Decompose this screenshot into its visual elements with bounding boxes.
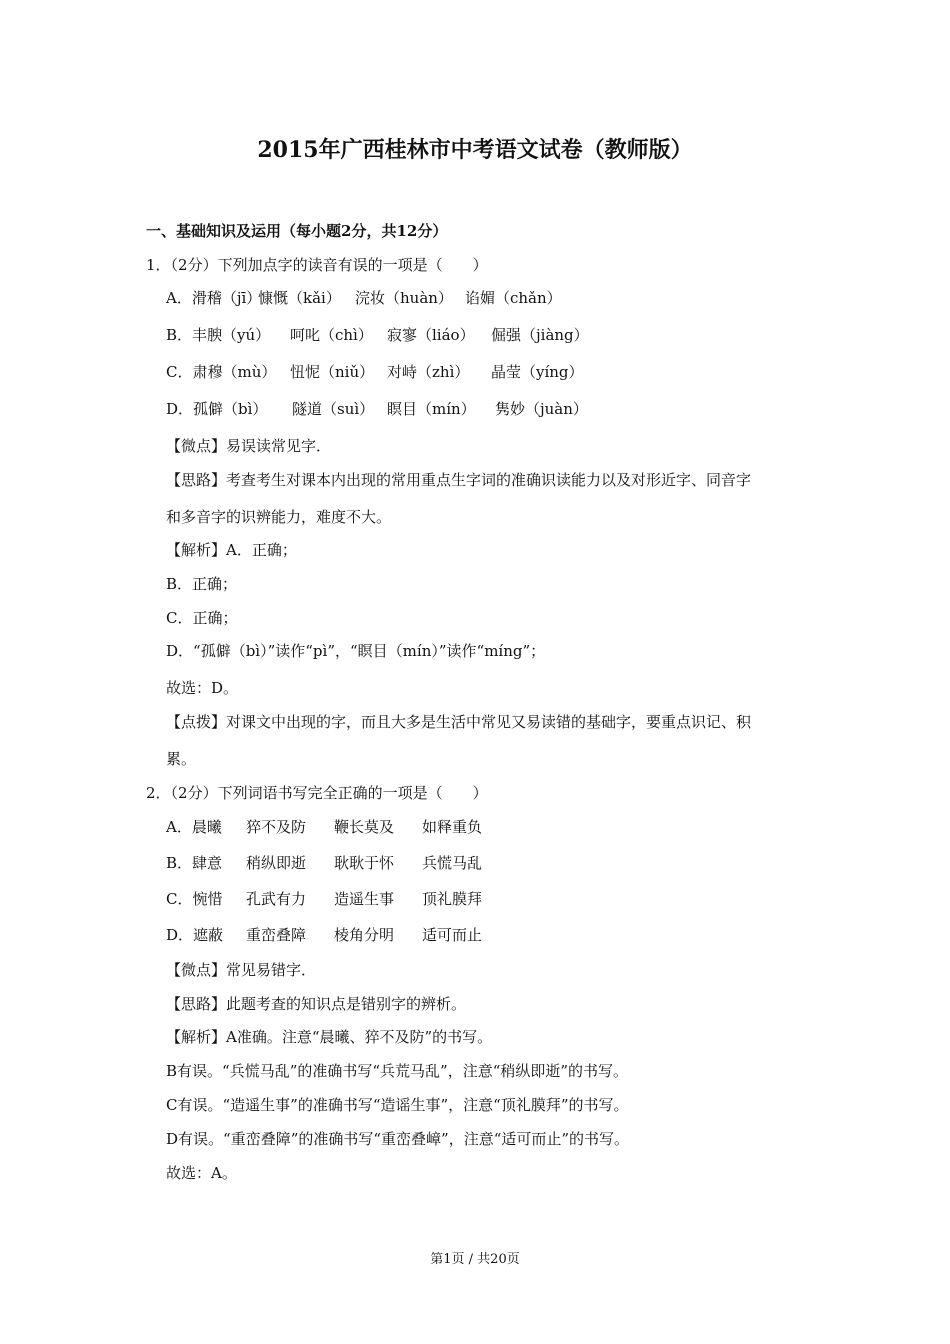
option-item: 孔武有力 [246,890,307,908]
option-item: 晶莹（yíng） [491,363,584,381]
option-item: C．惋惜 [166,890,223,908]
option-item: C．肃穆（mù） [166,363,277,381]
option-item: 呵叱（chì） [290,326,373,344]
option-item: A．晨曦 [166,818,222,836]
q2-silu: 【思路】此题考查的知识点是错别字的辨析。 [166,995,467,1013]
section-heading: 一、基础知识及运用（每小题2分，共12分） [146,222,448,240]
option-item: 如释重负 [422,818,483,836]
question-2-stem: 2．（2分）下列词语书写完全正确的一项是（ ） [146,784,488,802]
option-item: 忸怩（niǔ） [290,363,375,381]
q1-jiexi-line2: B．正确； [166,575,238,593]
q2-option-a [166,817,482,837]
q2-jiexi-line2: B有误。“兵慌马乱”的准确书写“兵荒马乱”，注意“稍纵即逝”的书写。 [166,1062,629,1080]
q1-jiexi-line1: 【解析】A．正确； [166,541,297,559]
question-1-stem: 1．（2分）下列加点字的读音有误的一项是（ ） [146,256,488,274]
option-item: 耿耿于怀 [334,854,395,872]
option-item: 稍纵即逝 [246,854,307,872]
q2-answer: 故选：A。 [166,1164,237,1182]
option-item: 隧道（suì） [292,400,375,418]
q1-option-c [166,362,584,382]
q1-option-b [166,325,589,345]
option-item: B．丰腴（yú） [166,326,271,344]
option-item: 棱角分明 [334,926,395,944]
option-item: A．滑稽（jī） [166,289,262,307]
q2-option-d [166,925,482,945]
option-item: 造遥生事 [334,890,395,908]
q2-weidian: 【微点】常见易错字． [166,961,317,979]
option-item: 适可而止 [422,926,483,944]
q1-option-d [166,399,588,419]
option-item: 浣妆（huàn） [355,289,453,307]
option-item: 对峙（zhì） [387,363,470,381]
q1-dianbo-line2: 累。 [166,750,197,768]
q2-option-c [166,889,482,909]
q1-weidian: 【微点】易误读常见字． [166,437,332,455]
page-footer: 第1页 / 共20页 [430,1252,520,1267]
option-item: 慷慨（kǎi） [258,289,341,307]
option-item: 瞑目（mín） [387,400,476,418]
option-item: 猝不及防 [246,818,307,836]
q1-jiexi-line4: D．“孤僻（bì）”读作“pì”，“瞑目（mín）”读作“míng”； [166,642,546,660]
q2-jiexi-line4: D有误。“重峦叠障”的准确书写“重峦叠嶂”，注意“适可而止”的书写。 [166,1130,630,1148]
option-item: 顶礼膜拜 [422,890,483,908]
option-item: 兵慌马乱 [422,854,483,872]
q2-option-b [166,853,482,873]
q1-dianbo-line1: 【点拨】对课文中出现的字，而且大多是生活中常见又易读错的基础字，要重点识记、积 [166,713,752,731]
q2-jiexi-line1: 【解析】A准确。注意“晨曦、猝不及防”的书写。 [166,1028,493,1046]
document-title: 2015年广西桂林市中考语文试卷（教师版） [257,137,693,163]
q1-silu-line2: 和多音字的识辨能力，难度不大。 [166,508,392,526]
option-item: B．肆意 [166,854,223,872]
option-item: 倔强（jiàng） [491,326,589,344]
q1-option-a [166,288,562,308]
q1-silu-line1: 【思路】考查考生对课本内出现的常用重点生字词的准确识读能力以及对形近字、同音字 [166,471,752,489]
option-item: 隽妙（juàn） [495,400,588,418]
q1-jiexi-line3: C．正确； [166,609,238,627]
q2-jiexi-line3: C有误。“造遥生事”的准确书写“造谣生事”，注意“顶礼膜拜”的书写。 [166,1096,629,1114]
option-item: 寂寥（liáo） [387,326,475,344]
option-item: 谄媚（chǎn） [465,289,562,307]
option-item: 重峦叠障 [246,926,307,944]
option-item: 鞭长莫及 [334,818,395,836]
option-item: D．遮蔽 [166,926,224,944]
option-item: D．孤僻（bì） [166,400,268,418]
q1-answer: 故选：D。 [166,679,239,697]
